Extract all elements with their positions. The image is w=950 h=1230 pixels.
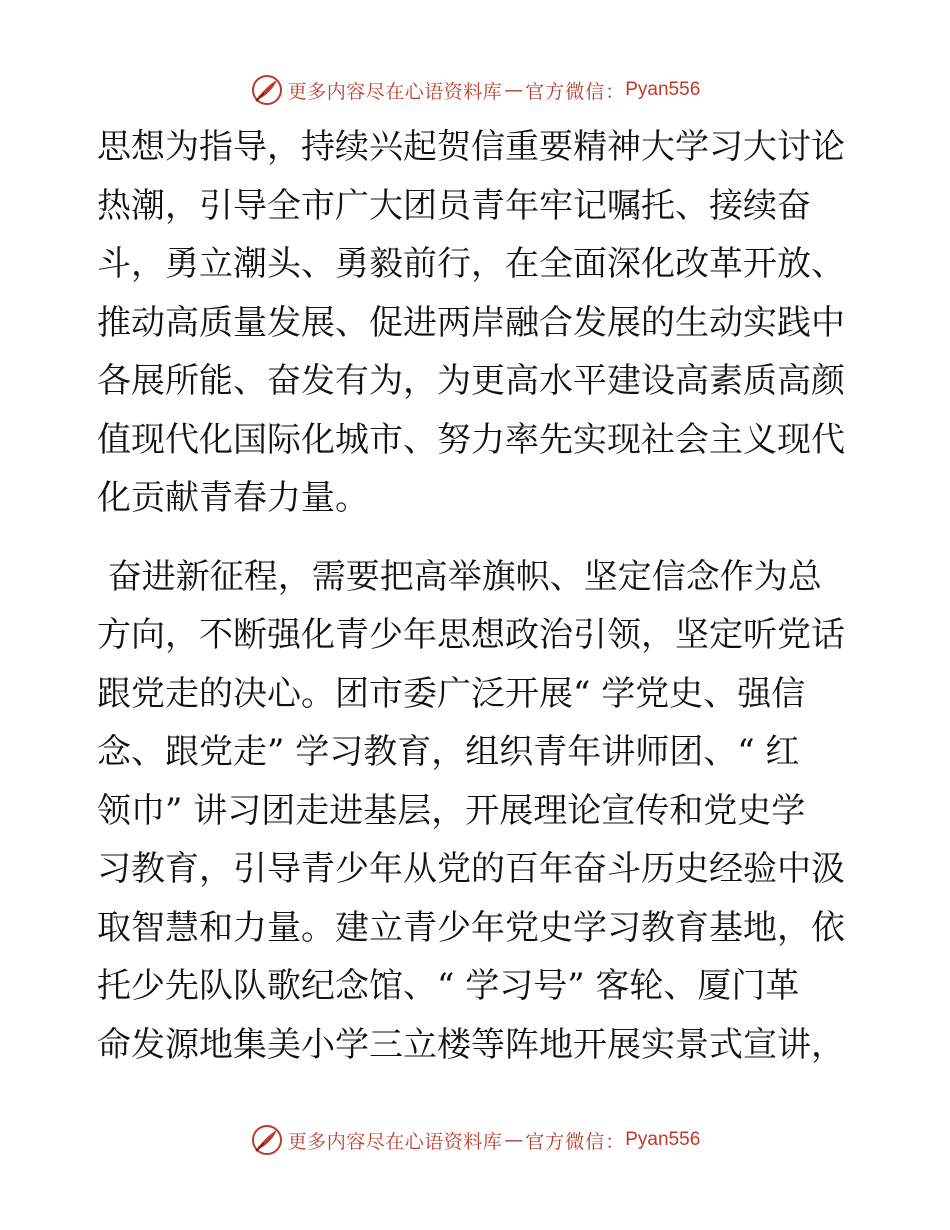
text-line: 值现代化国际化城市、努力率先实现社会主义现代	[97, 419, 845, 460]
header-banner	[0, 70, 950, 110]
footer-wechat-id: Pyan556	[625, 1129, 701, 1150]
text-line: 热潮，引导全市广大团员青年牢记嘱托、接续奋	[97, 185, 811, 226]
footer-banner	[0, 1120, 950, 1160]
text-line: 推动高质量发展、促进两岸融合发展的生动实践中	[97, 302, 845, 343]
text-line: 方向，不断强化青少年思想政治引领，坚定听党话	[97, 615, 845, 655]
text-line: 念、跟党走” 学习教育，组织青年讲师团、“ 红	[97, 732, 800, 772]
text-line: 命发源地集美小学三立楼等阵地开展实景式宣讲，	[97, 1024, 845, 1065]
text-line: 习教育，引导青少年从党的百年奋斗历史经验中汲	[97, 849, 845, 889]
document-body	[97, 118, 857, 1074]
text-line: 思想为指导，持续兴起贺信重要精神大学习大讨论	[97, 127, 845, 167]
footer-brand-text: 更多内容尽在心语资料库	[287, 1130, 503, 1153]
paragraph-gap	[97, 528, 857, 548]
footer-separator: —	[504, 1129, 524, 1151]
text-line: 化贡献青春力量。	[97, 478, 369, 518]
text-line: 奋进新征程，需要把高举旗帜、坚定信念作为总	[97, 556, 822, 597]
text-line: 托少先队队歌纪念馆、“ 学习号” 客轮、厦门革	[97, 966, 800, 1006]
text-line: 跟党走的决心。团市委广泛开展“ 学党史、强信	[97, 673, 806, 714]
header-brand-text: 更多内容尽在心语资料库	[287, 80, 503, 103]
feather-logo-icon	[250, 73, 284, 107]
footer-official-label: 官方微信：	[525, 1130, 626, 1153]
paragraph	[97, 548, 857, 1075]
header-wechat-id: Pyan556	[625, 79, 701, 100]
header-separator: —	[504, 79, 524, 101]
feather-logo-icon	[250, 1123, 284, 1157]
paragraph	[97, 118, 857, 528]
text-line: 各展所能、奋发有为，为更高水平建设高素质高颜	[97, 361, 845, 401]
text-line: 斗，勇立潮头、勇毅前行，在全面深化改革开放、	[97, 244, 845, 284]
text-line: 取智慧和力量。建立青少年党史学习教育基地，依	[97, 907, 845, 948]
header-official-label: 官方微信：	[525, 80, 626, 103]
text-line: 领巾” 讲习团走进基层，开展理论宣传和党史学	[97, 790, 806, 831]
